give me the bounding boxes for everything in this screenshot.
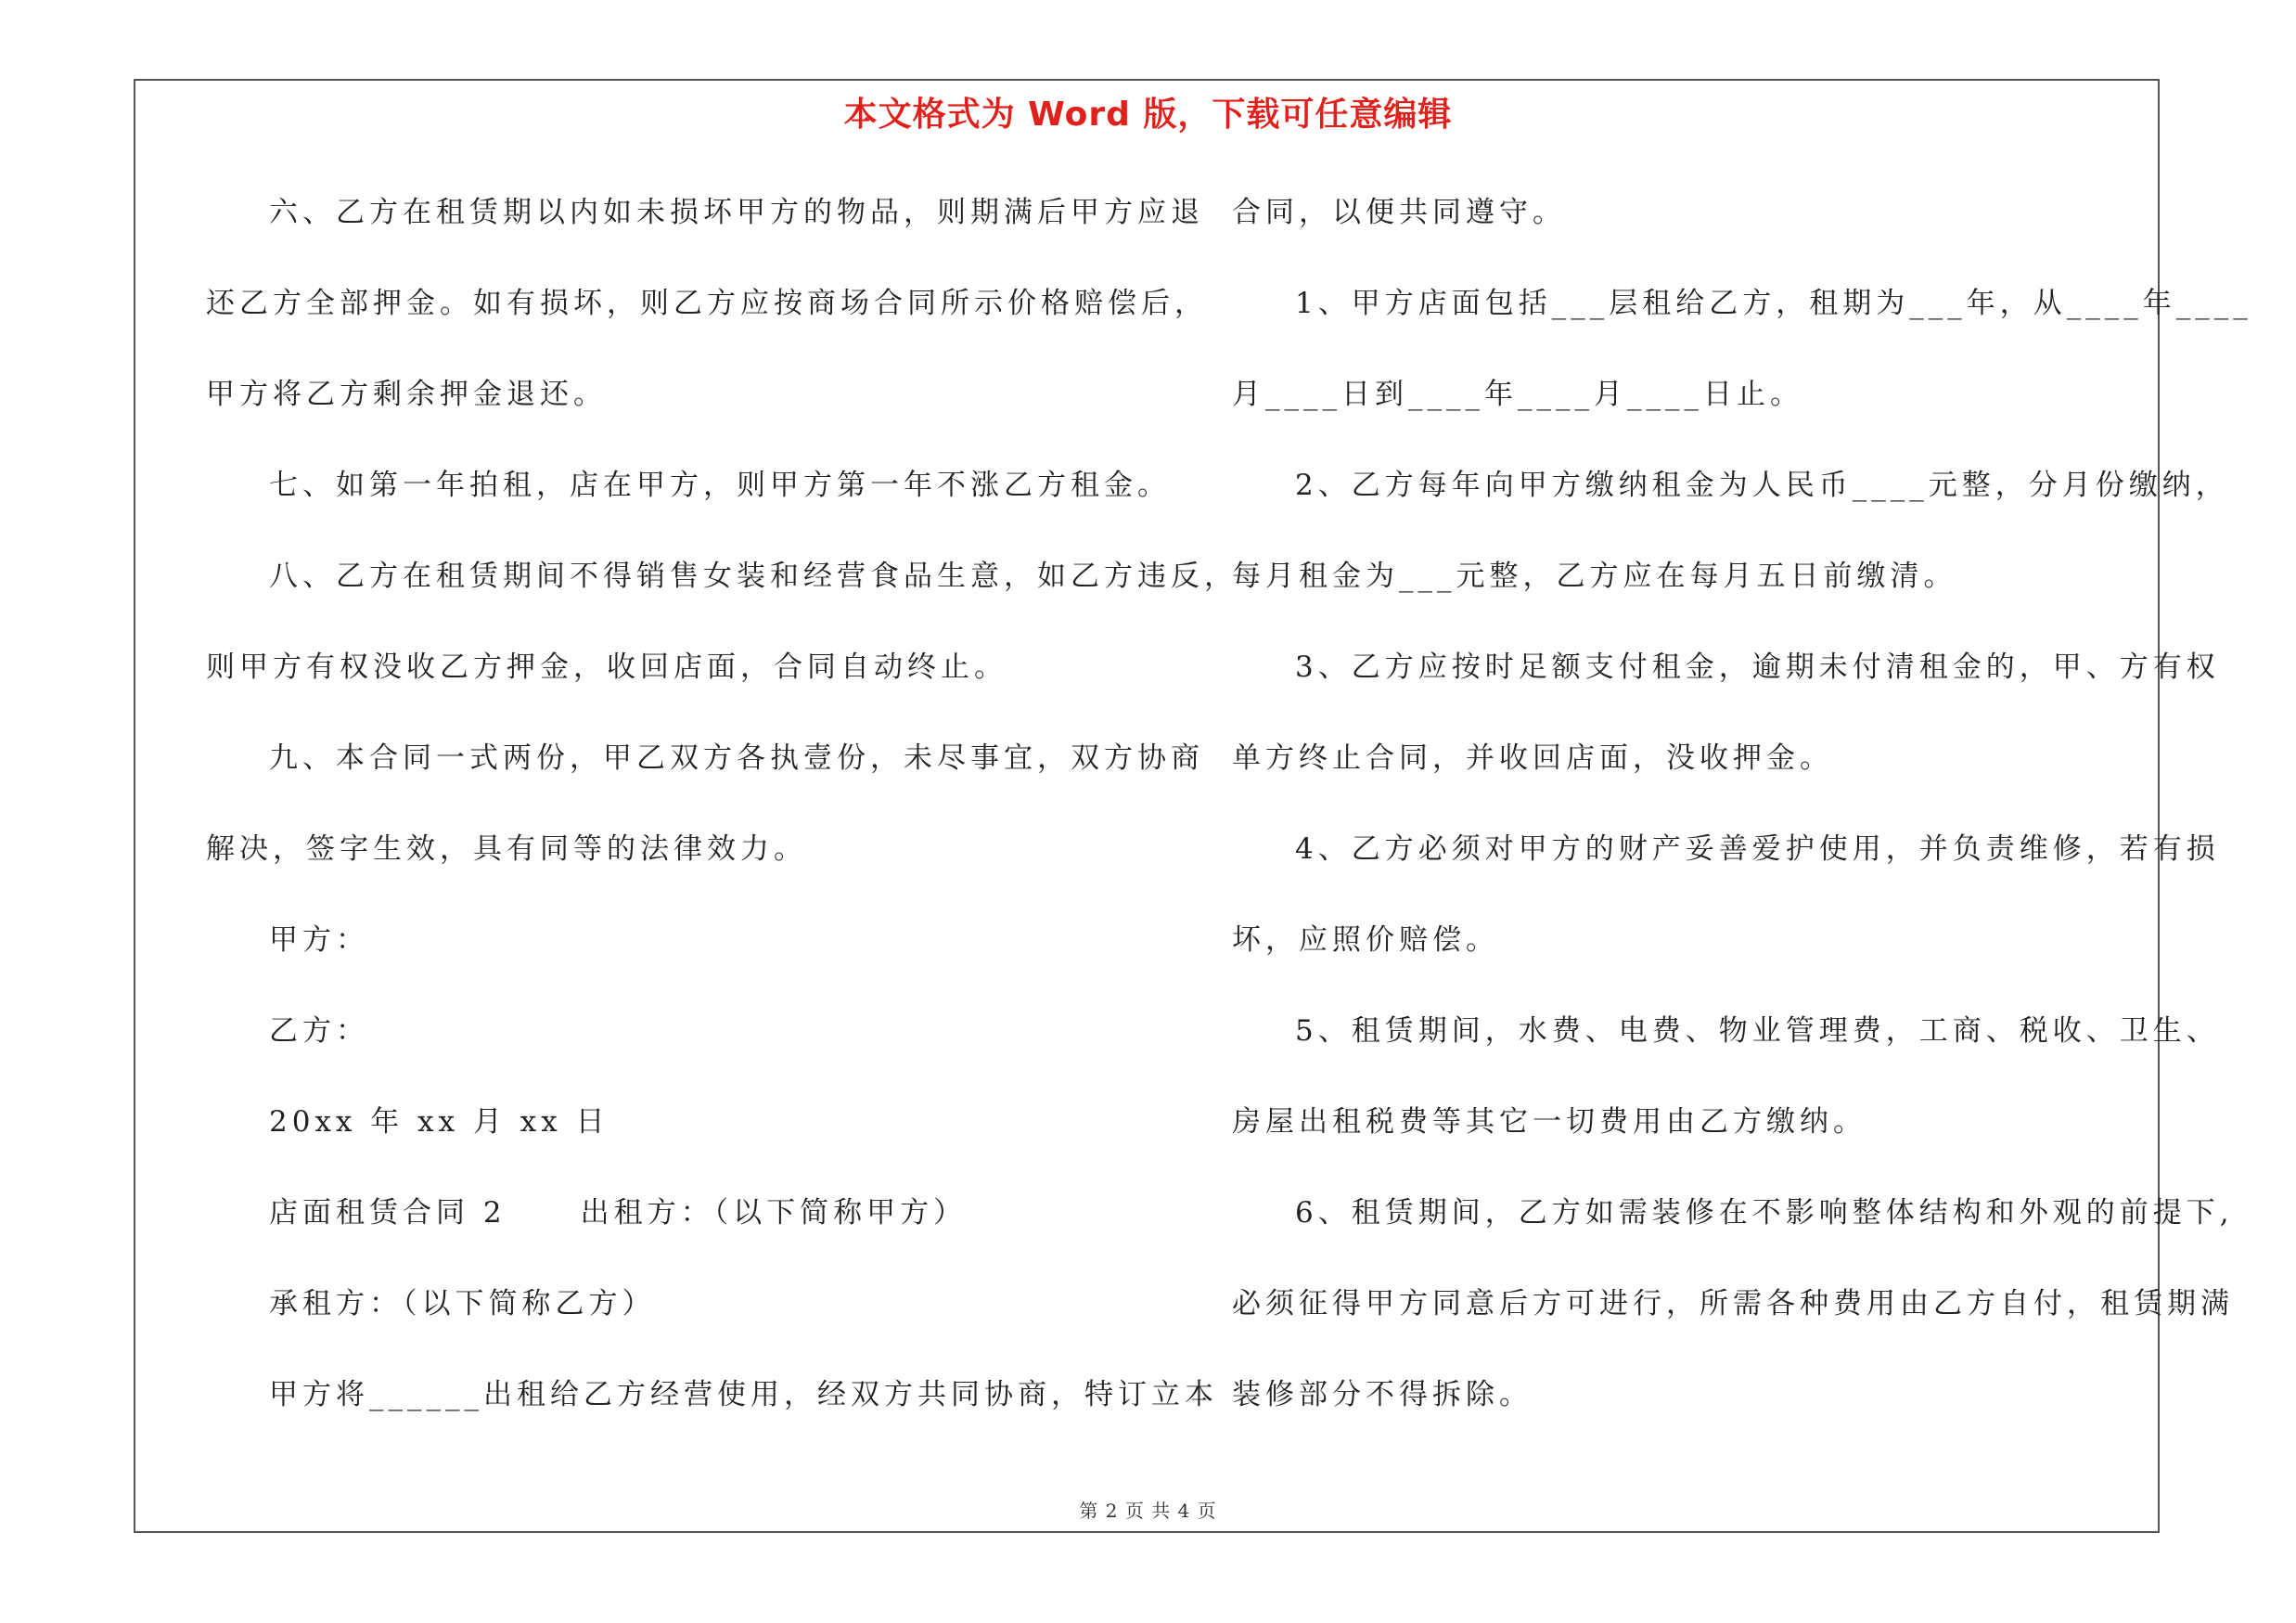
left-column (206, 186, 1238, 1459)
paragraph-line: 甲方将乙方剩余押金退还。 (206, 378, 607, 411)
paragraph-line: 坏，应照价赔偿。 (1232, 923, 1499, 957)
party-a-signature-line: 甲方： (269, 923, 369, 957)
paragraph-line: 单方终止合同，并收回店面，没收押金。 (1232, 741, 1833, 775)
paragraph-line: 1、甲方店面包括___层租给乙方，租期为___年，从____年____ (1295, 287, 2252, 320)
paragraph-line: 3、乙方应按时足额支付租金，逾期未付清租金的，甲、方有权 (1295, 650, 2220, 684)
paragraph-line: 必须征得甲方同意后方可进行，所需各种费用由乙方自付，租赁期满 (1232, 1287, 2234, 1320)
lessee-label: 承租方：（以下简称乙方） (269, 1287, 656, 1320)
paragraph-line: 装修部分不得拆除。 (1232, 1378, 1533, 1411)
right-column (1232, 186, 2252, 1459)
paragraph-line: 七、如第一年拍租，店在甲方，则甲方第一年不涨乙方租金。 (269, 469, 1171, 502)
party-b-signature-line: 乙方： (269, 1014, 369, 1048)
paragraph-line: 2、乙方每年向甲方缴纳租金为人民币____元整，分月份缴纳， (1295, 469, 2229, 502)
paragraph-line: 六、乙方在租赁期以内如未损坏甲方的物品，则期满后甲方应退 (269, 196, 1204, 229)
paragraph-line: 甲方将______出租给乙方经营使用，经双方共同协商，特订立本 (269, 1378, 1218, 1411)
paragraph-line: 房屋出租税费等其它一切费用由乙方缴纳。 (1232, 1105, 1866, 1139)
paragraph-line: 解决，签字生效，具有同等的法律效力。 (206, 832, 807, 866)
contract-2-title: 店面租赁合同 2 (269, 1196, 507, 1230)
paragraph-line: 八、乙方在租赁期间不得销售女装和经营食品生意，如乙方违反， (269, 560, 1238, 593)
paragraph-line: 则甲方有权没收乙方押金，收回店面，合同自动终止。 (206, 650, 1007, 684)
page-number-footer: 第 2 页 共 4 页 (1079, 1500, 1217, 1522)
paragraph-line: 5、租赁期间，水费、电费、物业管理费，工商、税收、卫生、 (1295, 1014, 2220, 1048)
paragraph-line: 月____日到____年____月____日止。 (1232, 378, 1803, 411)
paragraph-line: 4、乙方必须对甲方的财产妥善爱护使用，并负责维修，若有损 (1295, 832, 2220, 866)
paragraph-line: 合同，以便共同遵守。 (1232, 196, 1566, 229)
date-line: 20xx 年 xx 月 xx 日 (269, 1105, 609, 1139)
contract-2-heading (206, 1186, 1143, 1277)
paragraph-line: 每月租金为___元整，乙方应在每月五日前缴清。 (1232, 560, 1957, 593)
paragraph-line: 6、租赁期间，乙方如需装修在不影响整体结构和外观的前提下, (1295, 1196, 2234, 1230)
paragraph-line: 九、本合同一式两份，甲乙双方各执壹份，未尽事宜，双方协商 (269, 741, 1204, 775)
paragraph-line: 还乙方全部押金。如有损坏，则乙方应按商场合同所示价格赔偿后， (206, 287, 1208, 320)
word-format-banner: 本文格式为 Word 版，下载可任意编辑 (843, 96, 1453, 134)
lessor-label: 出租方：（以下简称甲方） (580, 1196, 968, 1230)
